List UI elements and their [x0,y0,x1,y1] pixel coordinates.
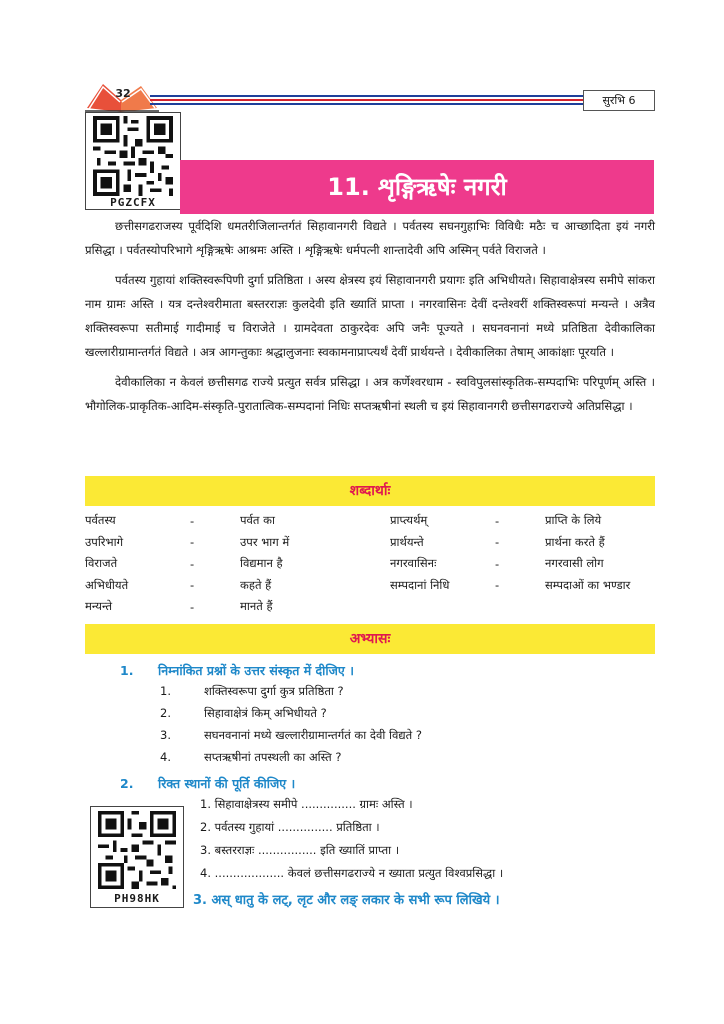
question-3: 3. अस् धातु के लट्, लृट और लङ् लकार के सभी रूप लिखिये । [193,893,500,908]
glossary-table [85,510,655,618]
table-row [85,596,655,618]
glossary-meaning: प्रार्थना करते हैं [545,534,605,549]
list-item [160,728,660,750]
glossary-meaning: प्राप्ति के लिये [545,513,602,528]
list-item [160,684,660,706]
paragraph: छत्तीसगढराजस्य पूर्वदिशि धमतरीजिलान्तर्गतं सिहावानगरी विद्यते । पर्वतस्य सघनगुहाभिः विविधैः मठैः च आच्छादिता इयं नगरी प्रसिद्धा । पर्वतस्योपरिभागे शृङ्गिऋषेः आश्रमः अस्ति । शृङ्गिऋषेः धर्मपत्नी शान्तादेवी अपि अस्मिन् पर्वते विराजते । [85,219,655,257]
glossary-dash: - [495,556,500,571]
glossary-meaning: नगरवासी लोग [545,556,604,571]
qr-code-label: PH98HK [114,892,160,905]
glossary-word: पर्वतस्य [85,513,116,528]
table-row [85,532,655,554]
item-number: 1. [160,684,171,698]
item-number: 2. [160,706,171,720]
glossary-heading: शब्दार्थाः [85,476,655,506]
glossary-word: सम्पदानां निधि [390,577,450,592]
question-text: निम्नांकित प्रश्नों के उत्तर संस्कृत में दीजिए । [158,663,354,678]
question-1-list [160,684,660,772]
glossary-word: प्रार्थयन्ते [390,534,424,549]
glossary-meaning: मानते हैं [240,599,273,614]
exercise-heading: अभ्यासः [85,624,655,654]
qr-code-bottom [90,806,184,908]
table-row [85,553,655,575]
table-row [85,575,655,597]
table-row [85,510,655,532]
glossary-word: नगरवासिनः [390,556,437,571]
glossary-meaning: कहते हैं [240,577,272,592]
question-2-heading [120,775,295,792]
glossary-dash: - [190,535,195,550]
qr-code-icon [98,811,176,889]
list-item: 1. सिहावाक्षेत्रस्य समीपे ............... ग्रामः अस्ति । [200,797,413,811]
glossary-dash: - [190,599,195,614]
list-item [160,706,660,728]
header-rule [150,103,583,105]
book-name-tag: सुरभि 6 [583,90,655,111]
lesson-text [85,214,655,418]
question-2-list [200,797,660,889]
paragraph: देवीकालिका न केवलं छत्तीसगढ राज्ये प्रत्युत सर्वत्र प्रसिद्धा । अत्र कर्णेश्वरधाम - स्वविपुलसांस्कृतिक-सम्पदाभिः परिपूर्णम् अस्ति । भौगोलिक-प्राकृतिक-आदिम-संस्कृति-पुरातात्विक-सम्पदानां निधिः सप्तऋषीनां स्थली च इयं सिहावानगरी छत्तीसगढराज्ये अतिप्रसिद्धा । [85,375,655,413]
list-item: 3. बस्तरराज्ञः ................ इति ख्यातिं प्राप्ता । [200,843,400,857]
qr-code-label: PGZCFX [110,196,156,209]
lesson-title: 11. शृङ्गिऋषेः नगरी [180,160,654,214]
glossary-meaning: सम्पदाओं का भण्डार [545,577,631,592]
item-text: शक्तिस्वरूपा दुर्गा कुत्र प्रतिष्ठिता ? [204,684,344,698]
question-text: रिक्त स्थानों की पूर्ति कीजिए । [158,776,296,791]
item-text: सघनवनानां मध्ये खल्लारीग्रामान्तर्गतं का देवी विद्यते ? [204,728,422,742]
header-rule [150,99,583,101]
glossary-meaning: विद्यमान है [240,556,283,571]
list-item [160,750,660,772]
glossary-word: प्राप्त्यर्थम् [390,513,428,528]
item-number: 3. [160,728,171,742]
qr-code-icon [93,116,173,196]
question-number: 2. [120,776,134,791]
glossary-meaning: पर्वत का [240,513,275,528]
paragraph: पर्वतस्य गुहायां शक्तिस्वरूपिणी दुर्गा प्रतिष्ठिता । अस्य क्षेत्रस्य इयं सिहावानगरी प्रयागः इति अभिधीयते। सिहावाक्षेत्रस्य समीपे सांकरा नाम ग्रामः अस्ति । यत्र दन्तेश्वरीमाता बस्तरराज्ञः कुलदेवी इति ख्यातिं प्राप्ता । नगरवासिनः देवीं दन्तेश्वरीं शक्तिस्वरूपां मन्यन्ते । अत्रैव शक्तिस्वरूपा सतीमाई गादीमाई च विराजेते । ग्रामदेवता ठाकुरदेवः अपि जनैः पूज्यते । सघनवनानां मध्ये प्रतिष्ठिता देवीकालिका खल्लारीग्रामान्तर्गतं विद्यते । अत्र आगन्तुकाः श्रद्धालुजनाः स्वकामनाप्राप्त्यर्थं देवीं प्रार्थयन्ते । देवीकालिका तेषाम् आकांक्षाः पूरयति । [85,273,655,359]
glossary-dash: - [495,578,500,593]
question-1-heading [120,662,354,679]
question-number: 1. [120,663,134,678]
glossary-word: मन्यन्ते [85,599,113,614]
item-text: सप्तऋषीनां तपस्थली का अस्ति ? [204,750,342,764]
glossary-word: उपरिभागे [85,534,124,549]
qr-code-top [85,112,181,210]
header-rule [150,95,583,97]
glossary-word: अभिधीयते [85,577,129,592]
glossary-dash: - [495,535,500,550]
glossary-dash: - [495,513,500,528]
list-item: 4. ................... केवलं छत्तीसगढराज्ये न ख्याता प्रत्युत विश्वप्रसिद्धा । [200,866,504,880]
glossary-dash: - [190,578,195,593]
list-item: 2. पर्वतस्य गुहायां ............... प्रतिष्ठिता । [200,820,380,834]
page-number: 32 [115,87,131,100]
glossary-dash: - [190,513,195,528]
glossary-word: विराजते [85,556,118,571]
item-text: सिहावाक्षेत्रं किम् अभिधीयते ? [204,706,327,720]
item-number: 4. [160,750,171,764]
glossary-dash: - [190,556,195,571]
glossary-meaning: उपर भाग में [240,534,290,549]
